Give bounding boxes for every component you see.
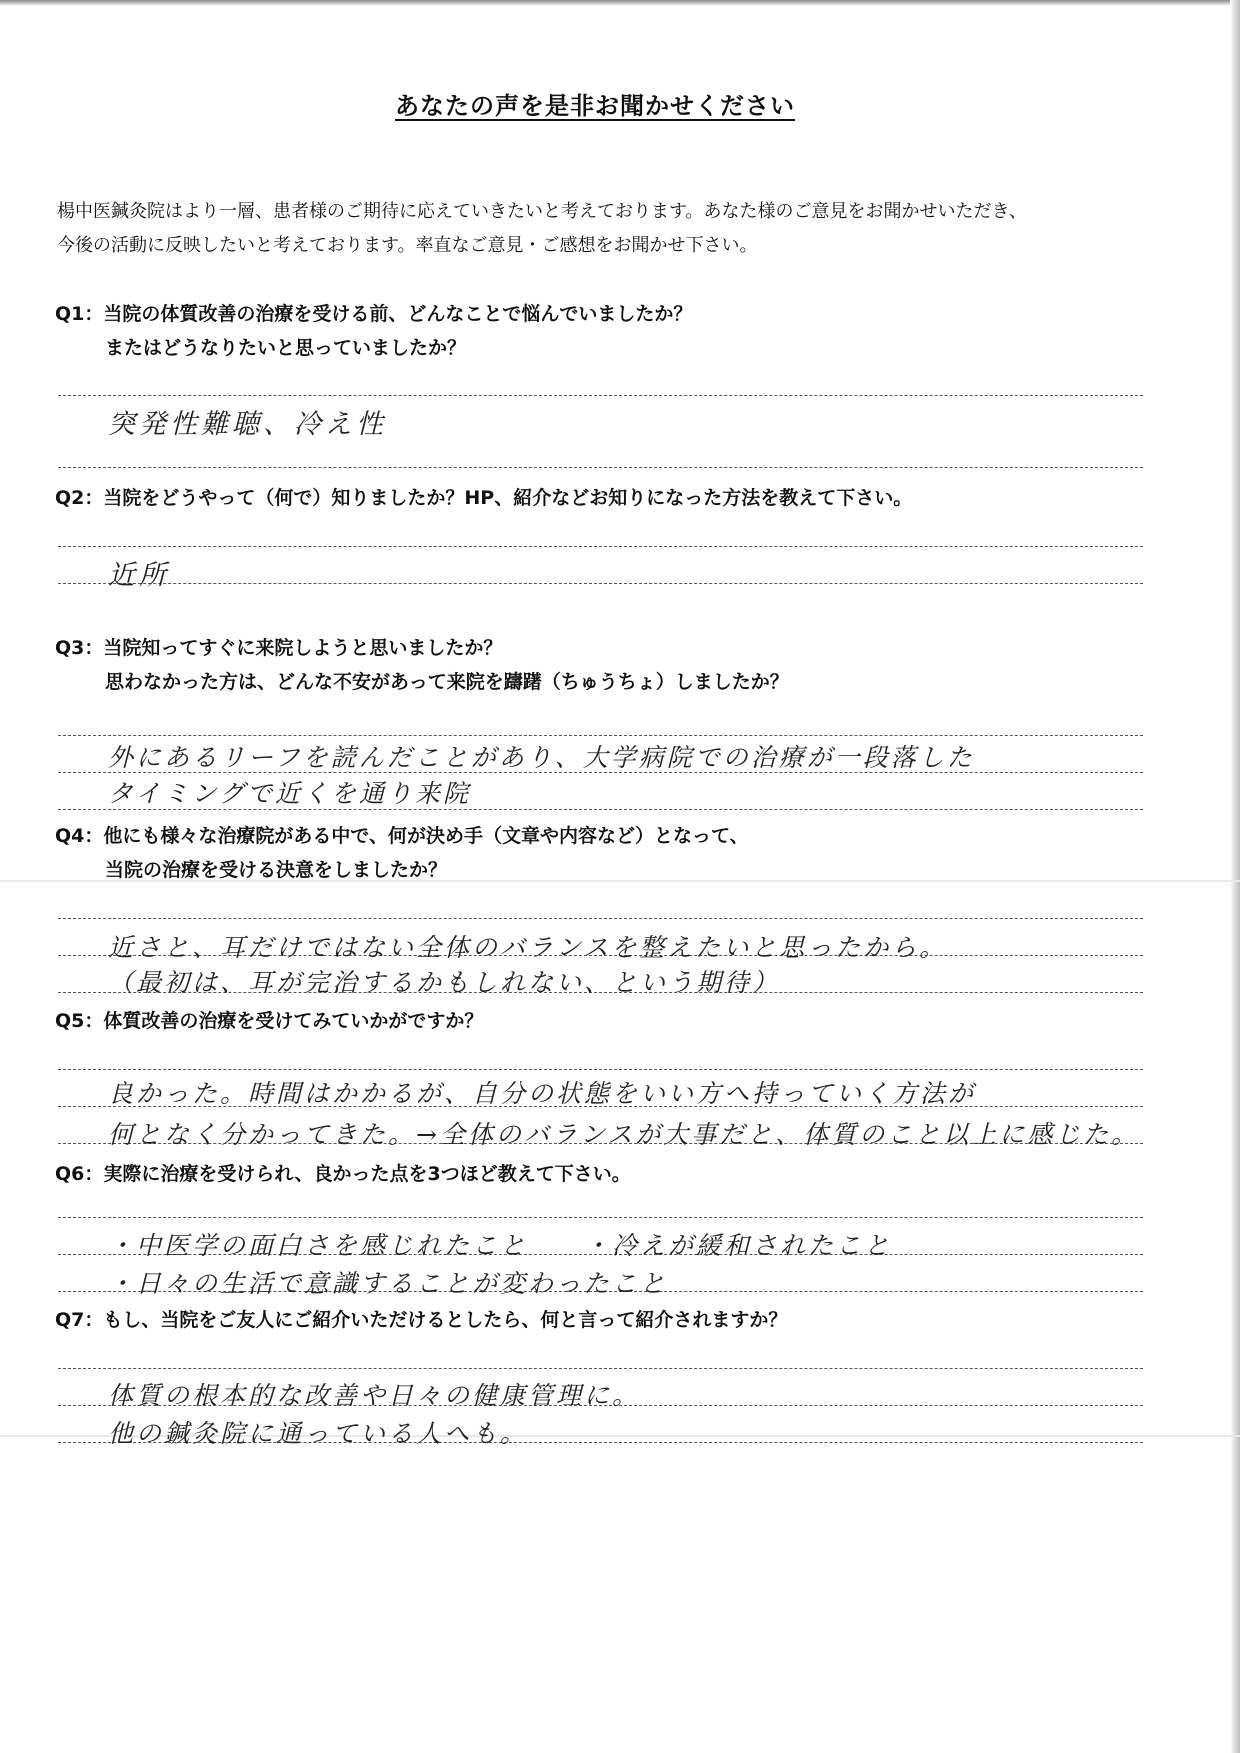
scan-edge (0, 0, 1240, 6)
handwritten-answer: （最初は、耳が完治するかもしれない、という期待） (108, 968, 781, 997)
intro-line: 楊中医鍼灸院はより一層、患者様のご期待に応えていきたいと考えております。あなた様のご意見をお聞かせいただき、 (57, 201, 1027, 222)
dotted-line (58, 735, 1143, 736)
dotted-line (58, 546, 1143, 547)
scan-edge (1230, 0, 1240, 1753)
page-title: あなたの声を是非お聞かせください (395, 92, 795, 120)
handwritten-answer: タイミングで近くを通り来院 (108, 779, 472, 808)
dotted-line (58, 918, 1143, 919)
dotted-line (58, 467, 1143, 468)
handwritten-answer: 体質の根本的な改善や日々の健康管理に。 (108, 1381, 641, 1410)
question-4 (55, 819, 749, 887)
dotted-line (58, 395, 1143, 396)
question-label: Q7：もし、当院をご友人にご紹介いただけるとしたら、何と言って紹介されますか？ (55, 1309, 788, 1331)
question-label: Q1：当院の体質改善の治療を受ける前、どんなことで悩んでいましたか？ (55, 303, 693, 325)
question-label: Q2：当院をどうやって（何で）知りましたか？HP、紹介などお知りになった方法を教えて下さい。 (55, 487, 913, 509)
question-3 (55, 631, 789, 699)
dotted-line (58, 1368, 1143, 1369)
question-6 (55, 1157, 631, 1191)
question-2 (55, 481, 912, 515)
question-1 (55, 297, 692, 365)
question-label: Q3：当院知ってすぐに来院しようと思いましたか？ (55, 637, 503, 659)
question-label: Q6：実際に治療を受けられ、良かった点を3つほど教えて下さい。 (55, 1163, 631, 1185)
handwritten-answer: 突発性難聴、冷え性 (108, 409, 387, 440)
handwritten-answer: 外にあるリーフを読んだことがあり、大学病院での治療が一段落した (108, 743, 975, 772)
question-7 (55, 1303, 787, 1337)
handwritten-answer: 近さと、耳だけではない全体のバランスを整えたいと思ったから。 (108, 933, 948, 962)
handwritten-answer: 良かった。時間はかかるが、自分の状態をいい方へ持っていく方法が (108, 1079, 977, 1108)
question-5 (55, 1004, 483, 1038)
handwritten-answer: 何となく分かってきた。→全体のバランスが大事だと、体質のこと以上に感じた。 (108, 1120, 1140, 1149)
question-sub: またはどうなりたいと思っていましたか？ (105, 337, 467, 359)
question-label: Q5：体質改善の治療を受けてみていかがですか？ (55, 1010, 484, 1032)
intro-text (57, 195, 1177, 263)
dotted-line (58, 1217, 1143, 1218)
question-sub: 思わなかった方は、どんな不安があって来院を躊躇（ちゅうちょ）しましたか？ (105, 671, 789, 693)
question-label: Q4：他にも様々な治療院がある中で、何が決め手（文章や内容など）となって、 (55, 825, 749, 847)
handwritten-answer: 他の鍼灸院に通っている人へも。 (108, 1419, 529, 1448)
intro-line: 今後の活動に反映したいと考えております。率直なご意見・ご感想をお聞かせ下さい。 (57, 235, 758, 256)
handwritten-answer: ・中医学の面白さを感じれたこと ・冷えが緩和されたこと (108, 1231, 893, 1260)
handwritten-answer: ・日々の生活で意識することが変わったこと (108, 1269, 668, 1298)
question-sub: 当院の治療を受ける決意をしましたか？ (105, 859, 448, 881)
dotted-line (58, 1069, 1143, 1070)
handwritten-answer: 近所 (108, 560, 170, 591)
